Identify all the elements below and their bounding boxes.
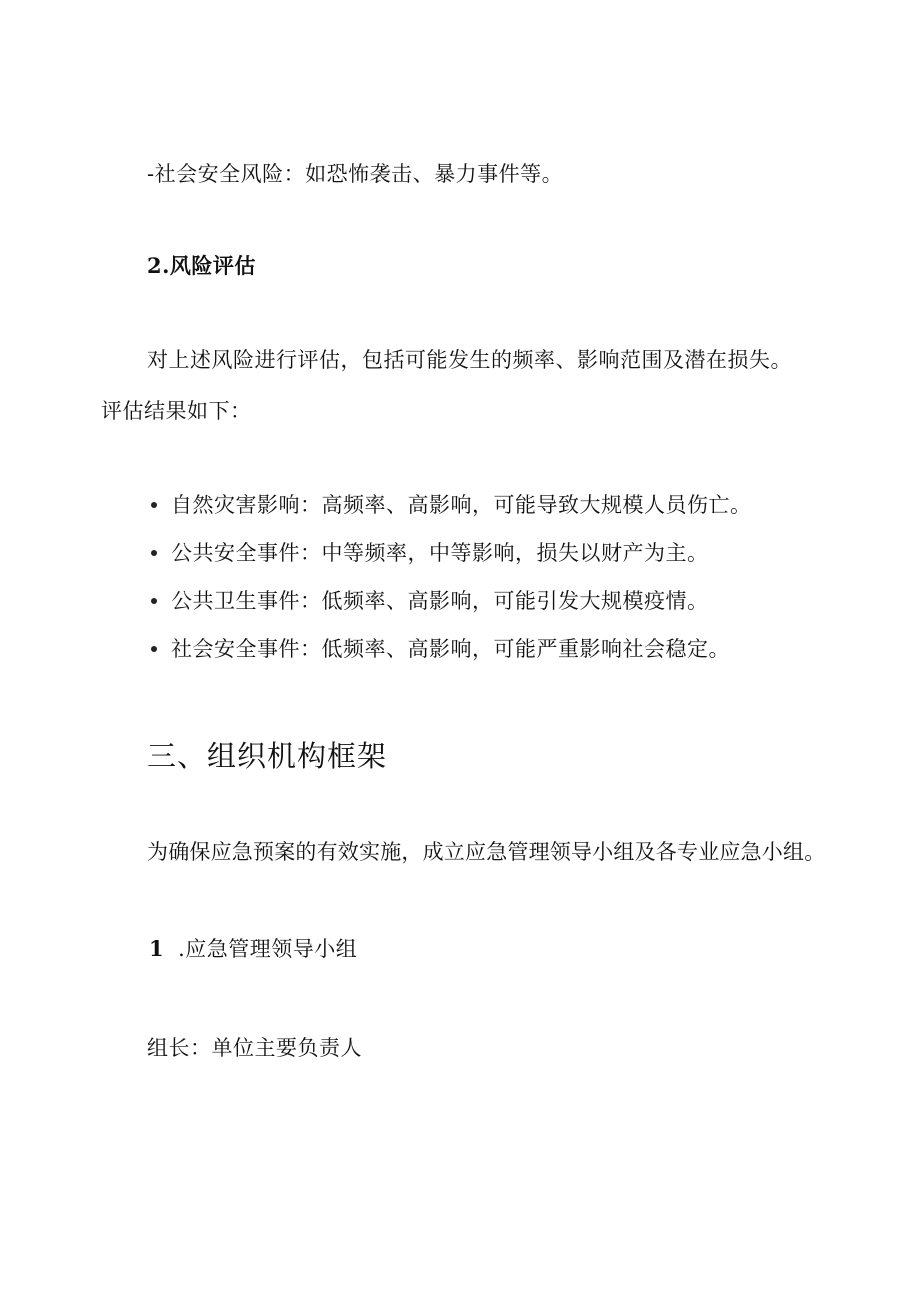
list-item-text: 自然灾害影响：高频率、高影响，可能导致大规模人员伤亡。 [171,493,752,517]
section-2-title: 2.风险评估 [147,253,256,278]
bullet-icon [151,550,157,556]
assessment-intro-line-2: 评估结果如下： [101,399,252,423]
bullet-icon [151,502,157,508]
chapter-3-intro: 为确保应急预案的有效实施，成立应急管理领导小组及各专业应急小组。 [147,840,826,864]
assessment-intro-line-1: 对上述风险进行评估，包括可能发生的频率、影响范围及潜在损失。 [147,348,792,372]
social-security-risk-line: -社会安全风险：如恐怖袭击、暴力事件等。 [147,162,564,186]
list-item-text: 公共卫生事件：低频率、高影响，可能引发大规模疫情。 [171,589,709,613]
subsection-1-title: .应急管理领导小组 [178,937,358,961]
subsection-1-number: 1 [149,936,165,961]
bullet-icon [151,646,157,652]
list-item-text: 社会安全事件：低频率、高影响，可能严重影响社会稳定。 [171,637,730,661]
subsection-1-title-row [149,935,357,963]
bullet-icon [151,598,157,604]
group-leader-line: 组长：单位主要负责人 [147,1036,362,1060]
list-item-text: 公共安全事件：中等频率，中等影响，损失以财产为主。 [171,541,709,565]
chapter-3-heading: 三、组织机构框架 [147,739,388,773]
